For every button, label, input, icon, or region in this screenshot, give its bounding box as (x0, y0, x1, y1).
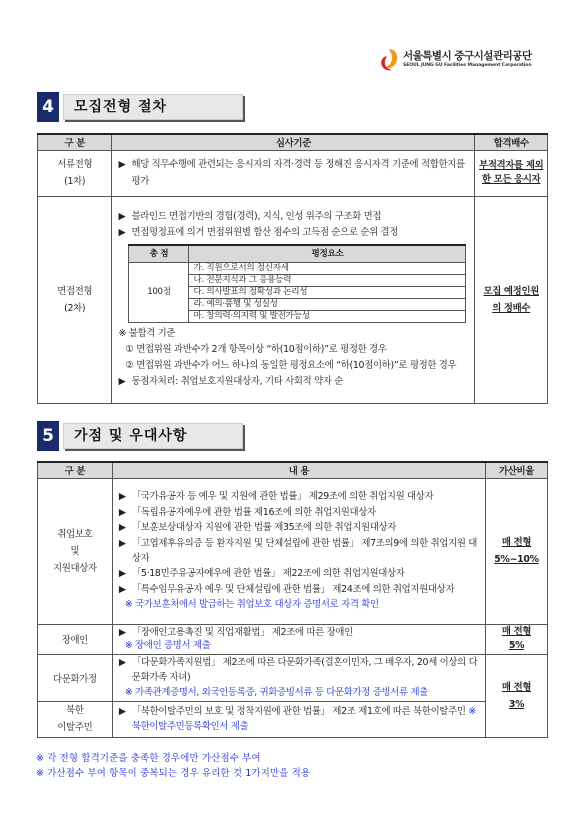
rate-line: 매 전형 (501, 626, 532, 637)
category-line: 이탈주민 (57, 722, 93, 734)
category-line: 지원대상자 (53, 562, 97, 574)
footnote: ※ 각 전형 합격기준을 충족한 경우에만 가산점수 부여 (36, 753, 261, 764)
inner-header-score: 총 점 (129, 245, 189, 263)
item-text: 「특수임무유공자 예우 및 단체설립에 관한 법률」 제24조에 의한 취업지원대상자 (131, 583, 455, 595)
list-item (119, 505, 479, 520)
shared-rate-cell (486, 654, 548, 737)
fail-criterion (118, 342, 468, 358)
circle-number-2: ② (125, 360, 134, 371)
header-content: 내 용 (112, 462, 485, 478)
fail-criterion (118, 358, 468, 374)
item-text: 「보훈보상대상자 지원에 관한 법률 제35조에 의한 취업지원대상자 (131, 522, 396, 534)
category-line: 취업보호 (57, 528, 93, 540)
rate-line: 매 전형 (501, 681, 532, 693)
category-line: 북한 (66, 705, 84, 717)
bullet-icon: ▶ (118, 537, 126, 549)
header-category: 구 분 (38, 134, 112, 150)
table-row (38, 478, 548, 624)
item-text: 「5·18민주유공자예우에 관한 법률」 제22조에 의한 취업지원대상자 (131, 568, 405, 580)
item-text: 「장애인고용촉진 및 직업재활법」 제2조에 따른 장애인 (131, 627, 353, 638)
element-item: 라. 예의·품행 및 성실성 (189, 299, 466, 311)
bullet-icon: ▶ (118, 627, 126, 638)
bullet-icon: ▶ (118, 211, 126, 222)
table-row (38, 150, 548, 196)
element-item: 다. 의사발표의 정확성과 논리성 (189, 287, 466, 299)
header-rate: 가산비율 (486, 462, 548, 478)
rate-line: 5% (508, 640, 525, 651)
section-number: 4 (37, 92, 59, 122)
interview-quota-cell: 모집 예정인원의 정배수 (475, 196, 548, 403)
bullet-icon: ▶ (118, 583, 126, 595)
bullet-icon: ▶ (118, 227, 126, 238)
selection-process-table (37, 133, 548, 404)
section-number: 5 (37, 421, 59, 451)
rate-line: 3% (508, 698, 525, 710)
rate-line: 매 전형 (501, 537, 532, 548)
document-criteria-cell (112, 150, 475, 196)
rate-line: 5%~10% (494, 554, 539, 565)
criteria-item (118, 156, 468, 190)
table-row (38, 654, 548, 701)
veterans-note: ※ 국가보훈처에서 발급하는 취업보호 대상자 증명서로 자격 확인 (124, 599, 379, 611)
section-5-header (37, 421, 252, 451)
element-row (129, 263, 466, 275)
bullet-icon: ▶ (118, 568, 126, 580)
element-item: 나. 전문지식과 그 응용능력 (189, 275, 466, 287)
logo-name-korean: 서울특별시 중구시설관리공단 (403, 50, 532, 62)
criteria-item (118, 209, 468, 225)
category-line: 및 (70, 545, 80, 557)
disabled-category-cell: 장애인 (38, 624, 113, 654)
criteria-text: 면접평정표에 의거 면접위원별 합산 점수의 고득점 순으로 순위 결정 (131, 227, 399, 238)
element-item: 가. 직원으로서의 정신자세 (189, 263, 466, 275)
document-quota-cell: 부적격자를 제외한 모든 응시자 (475, 150, 548, 196)
element-item: 마. 창의력·의지력 및 발전가능성 (189, 311, 466, 323)
fail-text: 면접위원 과반수가 어느 하나의 동일한 평정요소에 “하(10점이하)”로 평정한 경우 (136, 360, 457, 371)
bullet-icon: ▶ (118, 522, 126, 534)
criteria-text: 해당 직무수행에 관련되는 응시자의 자격·경력 등 정해진 응시자격 기준에 적합한지를 평가 (131, 159, 465, 187)
item-text: 「다문화가족지원법」 제2조에 따른 다문화가족(결혼이민자, 그 배우자, 20세 이상의 다문화가족 자녀) (131, 656, 478, 683)
multicultural-note: ※ 가족관계증명서, 외국인등록증, 귀화증빙서류 등 다문화가정 증빙서류 제출 (124, 687, 428, 699)
criteria-item (118, 225, 468, 241)
bullet-icon: ▶ (118, 705, 126, 717)
veterans-category-cell (38, 478, 113, 624)
item-text: 「국가유공자 등 예우 및 지원에 관한 법률」 제29조에 의한 취업지원 대상자 (131, 491, 434, 503)
table-row (38, 701, 548, 737)
list-item (119, 536, 479, 567)
multicultural-content-cell (112, 654, 485, 701)
inner-header-elements: 평정요소 (189, 245, 466, 263)
table-row (38, 196, 548, 403)
list-item (119, 520, 479, 535)
tie-break-item (118, 374, 468, 390)
bullet-icon: ▶ (118, 376, 126, 387)
header-criteria: 심사기준 (112, 134, 475, 150)
logo-name-english: SEOUL JUNG GU Facilities Management Corporation (403, 63, 532, 68)
section-4-header (37, 92, 247, 122)
list-item (119, 566, 479, 581)
defector-category-cell (38, 701, 113, 737)
list-item (119, 582, 479, 597)
defector-note: ※ 북한이탈주민등록확인서 제출 (131, 705, 476, 733)
list-item (119, 489, 479, 504)
bullet-icon: ▶ (118, 491, 126, 503)
fail-criteria-title: ※ 불합격 기준 (118, 328, 176, 339)
veterans-content-cell (112, 478, 485, 624)
bullet-icon: ▶ (118, 159, 126, 170)
header-category: 구 분 (38, 462, 113, 478)
document-screening-cell (38, 150, 112, 196)
header-quota: 합격배수 (475, 134, 548, 150)
bullet-icon: ▶ (118, 656, 126, 668)
fail-text: 면접위원 과반수가 2개 항목이상 “하(10점이하)”로 평정한 경우 (136, 344, 387, 355)
criteria-text: 블라인드 면접기반의 경험(경력), 지식, 인성 위주의 구조화 면접 (131, 211, 382, 222)
disabled-content-cell (112, 624, 485, 654)
bonus-points-table (37, 461, 548, 738)
item-text: 「북한이탈주민의 보호 및 정착지원에 관한 법률」 제2조 제1호에 따른 북한이탈주민 (131, 705, 466, 717)
stage-label: (1차) (64, 176, 86, 187)
veterans-rate-cell (486, 478, 548, 624)
list-item (119, 626, 479, 639)
footnote: ※ 가산점수 부여 항목이 중복되는 경우 유리한 것 1가지만을 적용 (36, 768, 311, 779)
evaluation-elements-table (128, 244, 466, 323)
circle-number-1: ① (125, 344, 134, 355)
section-title: 모집전형 절차 (63, 94, 243, 120)
section-title: 가점 및 우대사항 (63, 423, 243, 449)
logo-mark-icon (377, 46, 401, 74)
defector-content-cell (112, 701, 485, 737)
total-score: 100점 (129, 263, 189, 323)
stage-label: (2차) (64, 302, 86, 314)
list-item (119, 704, 479, 735)
table-row (38, 624, 548, 654)
organization-logo (377, 46, 552, 76)
bullet-icon: ▶ (118, 506, 126, 518)
list-item (119, 655, 479, 686)
item-text: 「독립유공자예우에 관한 법률 제16조에 의한 취업지원대상자 (131, 506, 376, 518)
multicultural-category-cell: 다문화가정 (38, 654, 113, 701)
item-text: 「고엽제후유의증 등 환자지원 및 단체설립에 관한 법률」 제7조의9에 의한 취업지원 대상자 (131, 537, 478, 564)
interview-cell (38, 196, 112, 403)
tie-break-text: 동점자처리: 취업보호지원대상자, 기타 사회적 약자 순 (131, 376, 344, 387)
category-label: 서류전형 (57, 159, 93, 170)
category-label: 면접전형 (57, 285, 93, 297)
interview-criteria-cell (112, 196, 475, 403)
disabled-note: ※ 장애인 증명서 제출 (124, 640, 211, 651)
disabled-rate-cell (486, 624, 548, 654)
